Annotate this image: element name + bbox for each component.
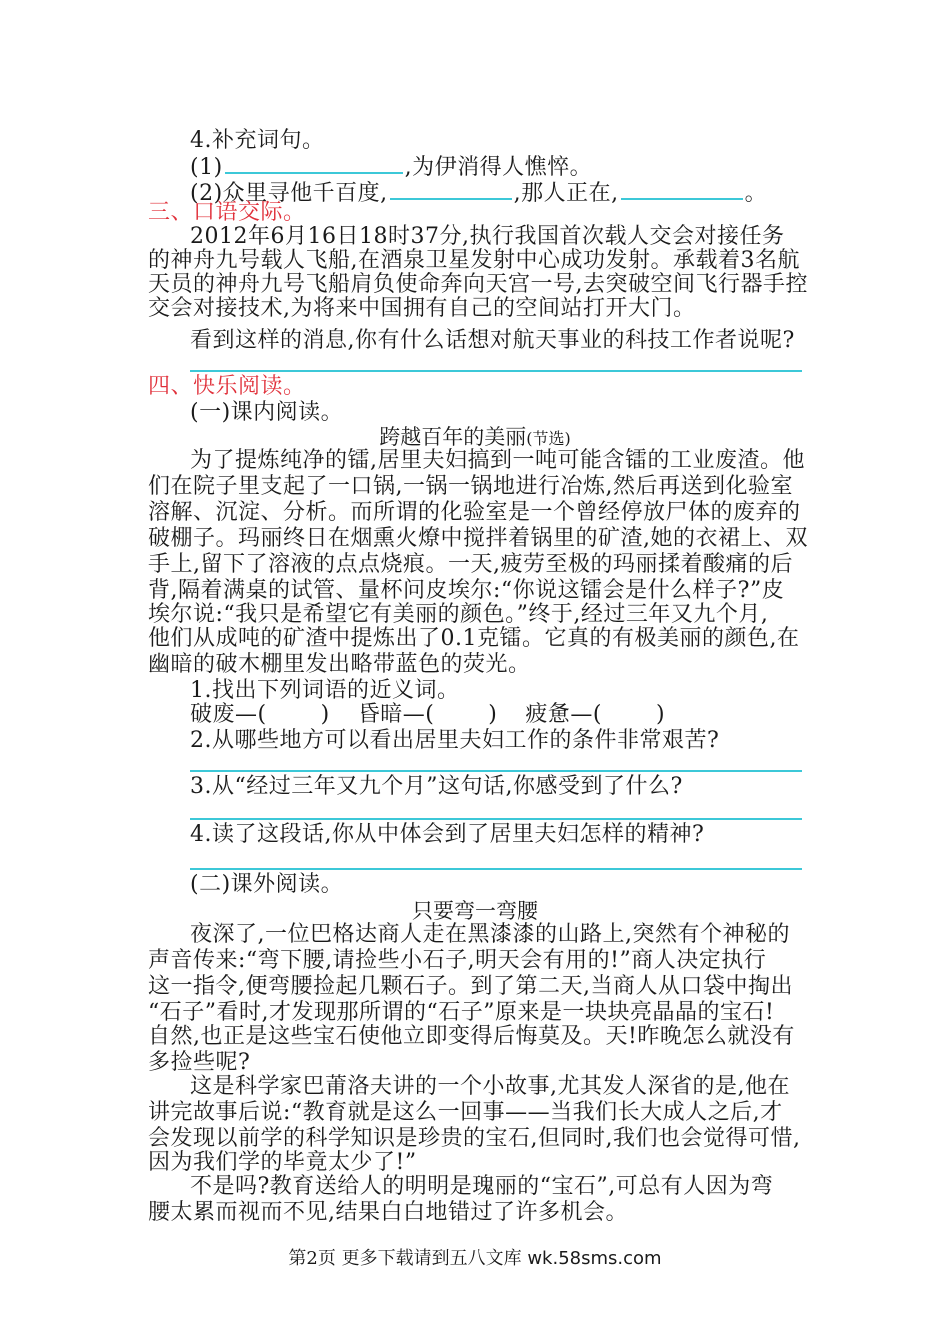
passage2-line: 夜深了,一位巴格达商人走在黑漆漆的山路上,突然有个神秘的: [190, 922, 790, 947]
synonym-item: 疲惫—(: [525, 702, 602, 727]
passage2-line: “石子”看时,才发现那所谓的“石子”原来是一块块亮晶晶的宝石!: [148, 1000, 775, 1025]
synonym-item-close: ): [488, 702, 498, 727]
paragraph-line: 的神舟九号载人飞船,在酒泉卫星发射中心成功发射。承载着3名航: [148, 248, 800, 273]
q4-1-suffix: ,为伊消得人憔悴。: [404, 155, 593, 180]
synonym-item: 破废—(: [190, 702, 267, 727]
passage2-line: 声音传来:“弯下腰,请捡些小石子,明天会有用的!”商人决定执行: [148, 948, 767, 973]
passage2-line: 因为我们学的毕竟太少了!”: [148, 1150, 417, 1175]
answer-blank[interactable]: [390, 176, 512, 200]
answer-blank[interactable]: [621, 176, 743, 200]
section-heading-3: 三、口语交际。: [148, 200, 306, 225]
question-1: 1.找出下列词语的近义词。: [190, 678, 460, 703]
q4-2-suffix: 。: [744, 181, 768, 206]
paragraph-line: 天员的神舟九号飞船肩负使命奔向天宫一号,去突破空间飞行器手控: [148, 272, 808, 297]
passage1-line: 埃尔说:“我只是希望它有美丽的颜色。”终于,经过三年又九个月,: [148, 602, 769, 627]
passage2-line: 多捡些呢?: [148, 1050, 251, 1075]
passage1-title-note: (节选): [526, 429, 571, 448]
passage2-title: 只要弯一弯腰: [412, 899, 538, 923]
question-4: 4.读了这段话,你从中体会到了居里夫妇怎样的精神?: [190, 822, 705, 847]
synonym-item-close: ): [320, 702, 330, 727]
passage1-line: 背,隔着满桌的试管、量杯问皮埃尔:“你说这镭会是什么样子?”皮: [148, 578, 785, 603]
passage1-title-text: 跨越百年的美丽: [379, 425, 527, 449]
passage1-line: 他们从成吨的矿渣中提炼出了0.1克镭。它真的有极美丽的颜色,在: [148, 626, 800, 651]
passage1-line: 破棚子。玛丽终日在烟熏火燎中搅拌着锅里的矿渣,她的衣裙上、双: [148, 526, 808, 551]
q4-1-prefix: (1): [190, 155, 223, 180]
part2-label: (二)课外阅读。: [190, 872, 344, 897]
footer-site[interactable]: wk.58sms.com: [527, 1248, 662, 1269]
page-footer: [0, 1244, 950, 1270]
question-2: 2.从哪些地方可以看出居里夫妇工作的条件非常艰苦?: [190, 728, 720, 753]
q4-2-prefix: (2)众里寻他千百度,: [190, 181, 388, 206]
section-heading-4: 四、快乐阅读。: [148, 374, 306, 399]
passage1-line: 幽暗的破木棚里发出略带蓝色的荧光。: [148, 652, 531, 677]
paragraph-line: 2012年6月16日18时37分,执行我国首次载人交会对接任务: [190, 224, 785, 249]
passage1-line: 手上,留下了溶液的点点烧痕。一天,疲劳至极的玛丽揉着酸痛的后: [148, 552, 793, 577]
footer-text: 第2页 更多下载请到五八文库: [288, 1248, 528, 1269]
passage1-line: 溶解、沉淀、分析。而所谓的化验室是一个曾经停放尸体的废弃的: [148, 500, 801, 525]
passage2-line: 这是科学家巴莆洛夫讲的一个小故事,尤其发人深省的是,他在: [190, 1074, 790, 1099]
question-line: 看到这样的消息,你有什么话想对航天事业的科技工作者说呢?: [190, 328, 795, 353]
passage1-line: 们在院子里支起了一口锅,一锅一锅地进行冶炼,然后再送到化验室: [148, 474, 793, 499]
passage2-line: 讲完故事后说:“教育就是这么一回事——当我们长大成人之后,才: [148, 1100, 783, 1125]
passage2-line: 不是吗?教育送给人的明明是瑰丽的“宝石”,可总有人因为弯: [190, 1174, 774, 1199]
passage2-line: 这一指令,便弯腰捡起几颗石子。到了第二天,当商人从口袋中掏出: [148, 974, 793, 999]
q4-2-mid: ,那人正在,: [513, 181, 619, 206]
paragraph-line: 交会对接技术,为将来中国拥有自己的空间站打开大门。: [148, 296, 696, 321]
passage2-line: 腰太累而视而不见,结果白白地错过了许多机会。: [148, 1200, 628, 1225]
part1-label: (一)课内阅读。: [190, 400, 344, 425]
synonym-item-close: ): [655, 702, 666, 727]
synonym-item: 昏暗—(: [357, 702, 435, 727]
question-3: 3.从“经过三年又九个月”这句话,你感受到了什么?: [190, 774, 683, 799]
passage1-line: 为了提炼纯净的镭,居里夫妇搞到一吨可能含镭的工业废渣。他: [190, 448, 805, 473]
passage2-line: 会发现以前学的科学知识是珍贵的宝石,但同时,我们也会觉得可惜,: [148, 1126, 801, 1151]
answer-blank[interactable]: [225, 150, 403, 174]
q4-title: 4.补充词句。: [190, 128, 325, 153]
passage2-line: 自然,也正是这些宝石使他立即变得后悔莫及。天!昨晚怎么就没有: [148, 1024, 795, 1049]
